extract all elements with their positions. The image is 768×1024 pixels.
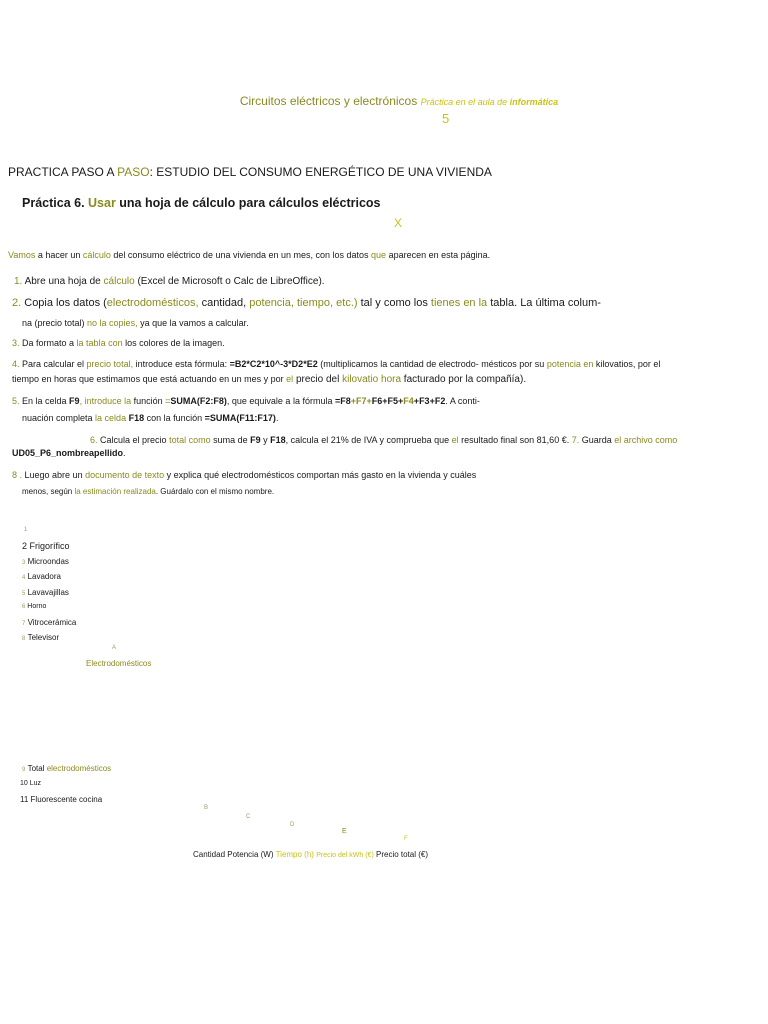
step-2: 2. Copia los datos (electrodomésticos, cantidad, potencia, tiempo, etc.) tal y como los tienes en la tabla. La última colum- — [12, 297, 601, 309]
table-column-headers — [193, 850, 428, 859]
row-number-1: 1 — [24, 527, 28, 533]
table-row-4: 4 Lavadora — [22, 572, 61, 581]
table-row-5: 5 Lavavajillas — [22, 588, 69, 597]
header-precio-kwh: Precio del kWh (€) — [316, 852, 374, 859]
column-letter-f: F — [404, 836, 408, 842]
practice-title: Práctica 6. Usar una hoja de cálculo para cálculos eléctricos — [22, 196, 381, 210]
step-4-line-2: tiempo en horas que estimamos que está actuando en un mes y por el precio del kilovatio hora facturado por la compañía). — [12, 374, 527, 385]
step-6-filename: UD05_P6_nombreapellido. — [12, 448, 126, 458]
page-number: 5 — [442, 111, 450, 126]
table-row-2 — [22, 541, 70, 551]
table-row-6: 6 Horno — [22, 603, 47, 610]
step-2-line-2: na (precio total) no la copies, ya que la vamos a calcular. — [22, 318, 249, 328]
column-letter-b: B — [204, 805, 209, 811]
column-letter-c: C — [246, 814, 251, 820]
header-cantidad: Cantidad — [193, 850, 226, 859]
row-number: 2 — [22, 541, 28, 551]
column-letter-d: D — [290, 822, 295, 828]
page-header — [0, 94, 768, 108]
column-header-electrodomesticos: Electrodomésticos — [86, 659, 152, 668]
course-title: Circuitos eléctricos y electrónicos — [239, 94, 418, 108]
step-5-line-2: nuación completa la celda F18 con la función =SUMA(F11:F17). — [22, 413, 279, 423]
step-3: 3. Da formato a la tabla con los colores de la imagen. — [12, 338, 225, 348]
column-letter-a: A — [112, 645, 117, 651]
step-8-line-2: menos, según la estimación realizada. Guárdalo con el mismo nombre. — [22, 487, 275, 496]
header-tiempo: Tiempo (h) — [275, 850, 314, 859]
step-4: 4. Para calcular el precio total, introduce esta fórmula: =B2*C2*10^-3*D2*E2 (multiplicamos la cantidad de electrodo- mésticos por su potencia en kilovatios, por el — [12, 359, 661, 369]
header-subtitle: Práctica en el aula de informática — [420, 97, 559, 107]
table-row-3: 3 Microondas — [22, 557, 69, 566]
header-precio-total: Precio total (€) — [376, 850, 429, 859]
table-row-9: 9 Total electrodomésticos — [22, 764, 112, 773]
section-title: PRACTICA PASO A PASO: ESTUDIO DEL CONSUMO ENERGÉTICO DE UNA VIVIENDA — [8, 165, 492, 179]
row-label: Frigorífico — [29, 541, 70, 551]
step-1: 1. Abre una hoja de cálculo (Excel de Microsoft o Calc de LibreOffice). — [14, 276, 325, 287]
x-mark: X — [394, 216, 403, 230]
intro-paragraph: Vamos a hacer un cálculo del consumo eléctrico de una vivienda en un mes, con los datos que aparecen en esta página. — [8, 250, 491, 260]
table-row-11: 11 Fluorescente cocina — [20, 795, 103, 804]
table-row-7: 7 Vitrocerámica — [22, 618, 77, 627]
header-potencia: Potencia (W) — [227, 850, 274, 859]
step-5: 5. En la celda F9, introduce la función =SUMA(F2:F8), que equivale a la fórmula =F8+F7+F6+F5+F4+F3+F2. A conti- — [12, 396, 480, 406]
table-row-10: 10 Luz — [20, 780, 42, 787]
table-row-8: 8 Televisor — [22, 633, 60, 642]
step-8: 8 . Luego abre un documento de texto y explica qué electrodomésticos comportan más gasto en la vivienda y cuáles — [12, 470, 477, 480]
column-letter-e: E — [342, 828, 347, 835]
step-6: 6. Calcula el precio total como suma de F9 y F18, calcula el 21% de IVA y comprueba que el resultado final son 81,60 €. 7. Guarda el archivo como — [90, 435, 678, 445]
